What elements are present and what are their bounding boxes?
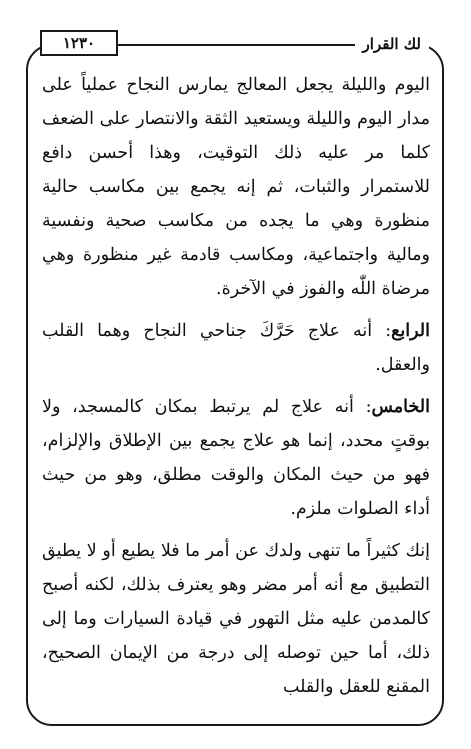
running-title: لك القرار [355,32,429,56]
paragraph-lead: الخامس [371,397,430,417]
paragraph-text: : أنه علاج لم يرتبط بمكان كالمسجد، ولا بوقتٍ محدد، إنما هو علاج يجمع بين الإطلاق والإلزام، فهو من حيث المكان والوقت مطلق، وهو من حيث أداء الصلوات ملزم. [42,397,430,519]
paragraph-continuation [42,68,430,306]
page-number: ١٢٣٠ [40,30,118,56]
paragraph-fourth [42,314,430,382]
paragraph-text: : أنه علاج حَرَّكَ جناحي النجاح وهما القلب والعقل. [42,321,430,375]
paragraph-text: اليوم والليلة يجعل المعالج يمارس النجاح عملياً على مدار اليوم والليلة ويستعيد الثقة والانتصار على الضعف كلما مر عليه ذلك التوقيت، وهذا أحسن دافع للاستمرار والثبات، ثم إنه يجمع بين مكاسب حالية منظورة وهي ما يجده من مكاسب صحية ونفسية ومالية واجتماعية، ومكاسب قادمة غير منظورة وهي مرضاة اللّٰه والفوز في الآخرة. [42,75,430,299]
paragraph-text: إنك كثيراً ما تنهى ولدك عن أمر ما فلا يطيع أو لا يطيق التطبيق مع أنه أمر مضر وهو يعترف بذلك، لكنه أصبح كالمدمن عليه مثل التهور في قيادة السيارات وما إلى ذلك، أما حين توصله إلى درجة من الإيمان الصحيح، المقنع للعقل والقلب [42,541,430,697]
page-header [36,30,435,60]
paragraph-fifth [42,390,430,526]
paragraph-lead: الرابع [391,321,430,341]
body-text [42,68,430,712]
paragraph-child-example [42,534,430,704]
